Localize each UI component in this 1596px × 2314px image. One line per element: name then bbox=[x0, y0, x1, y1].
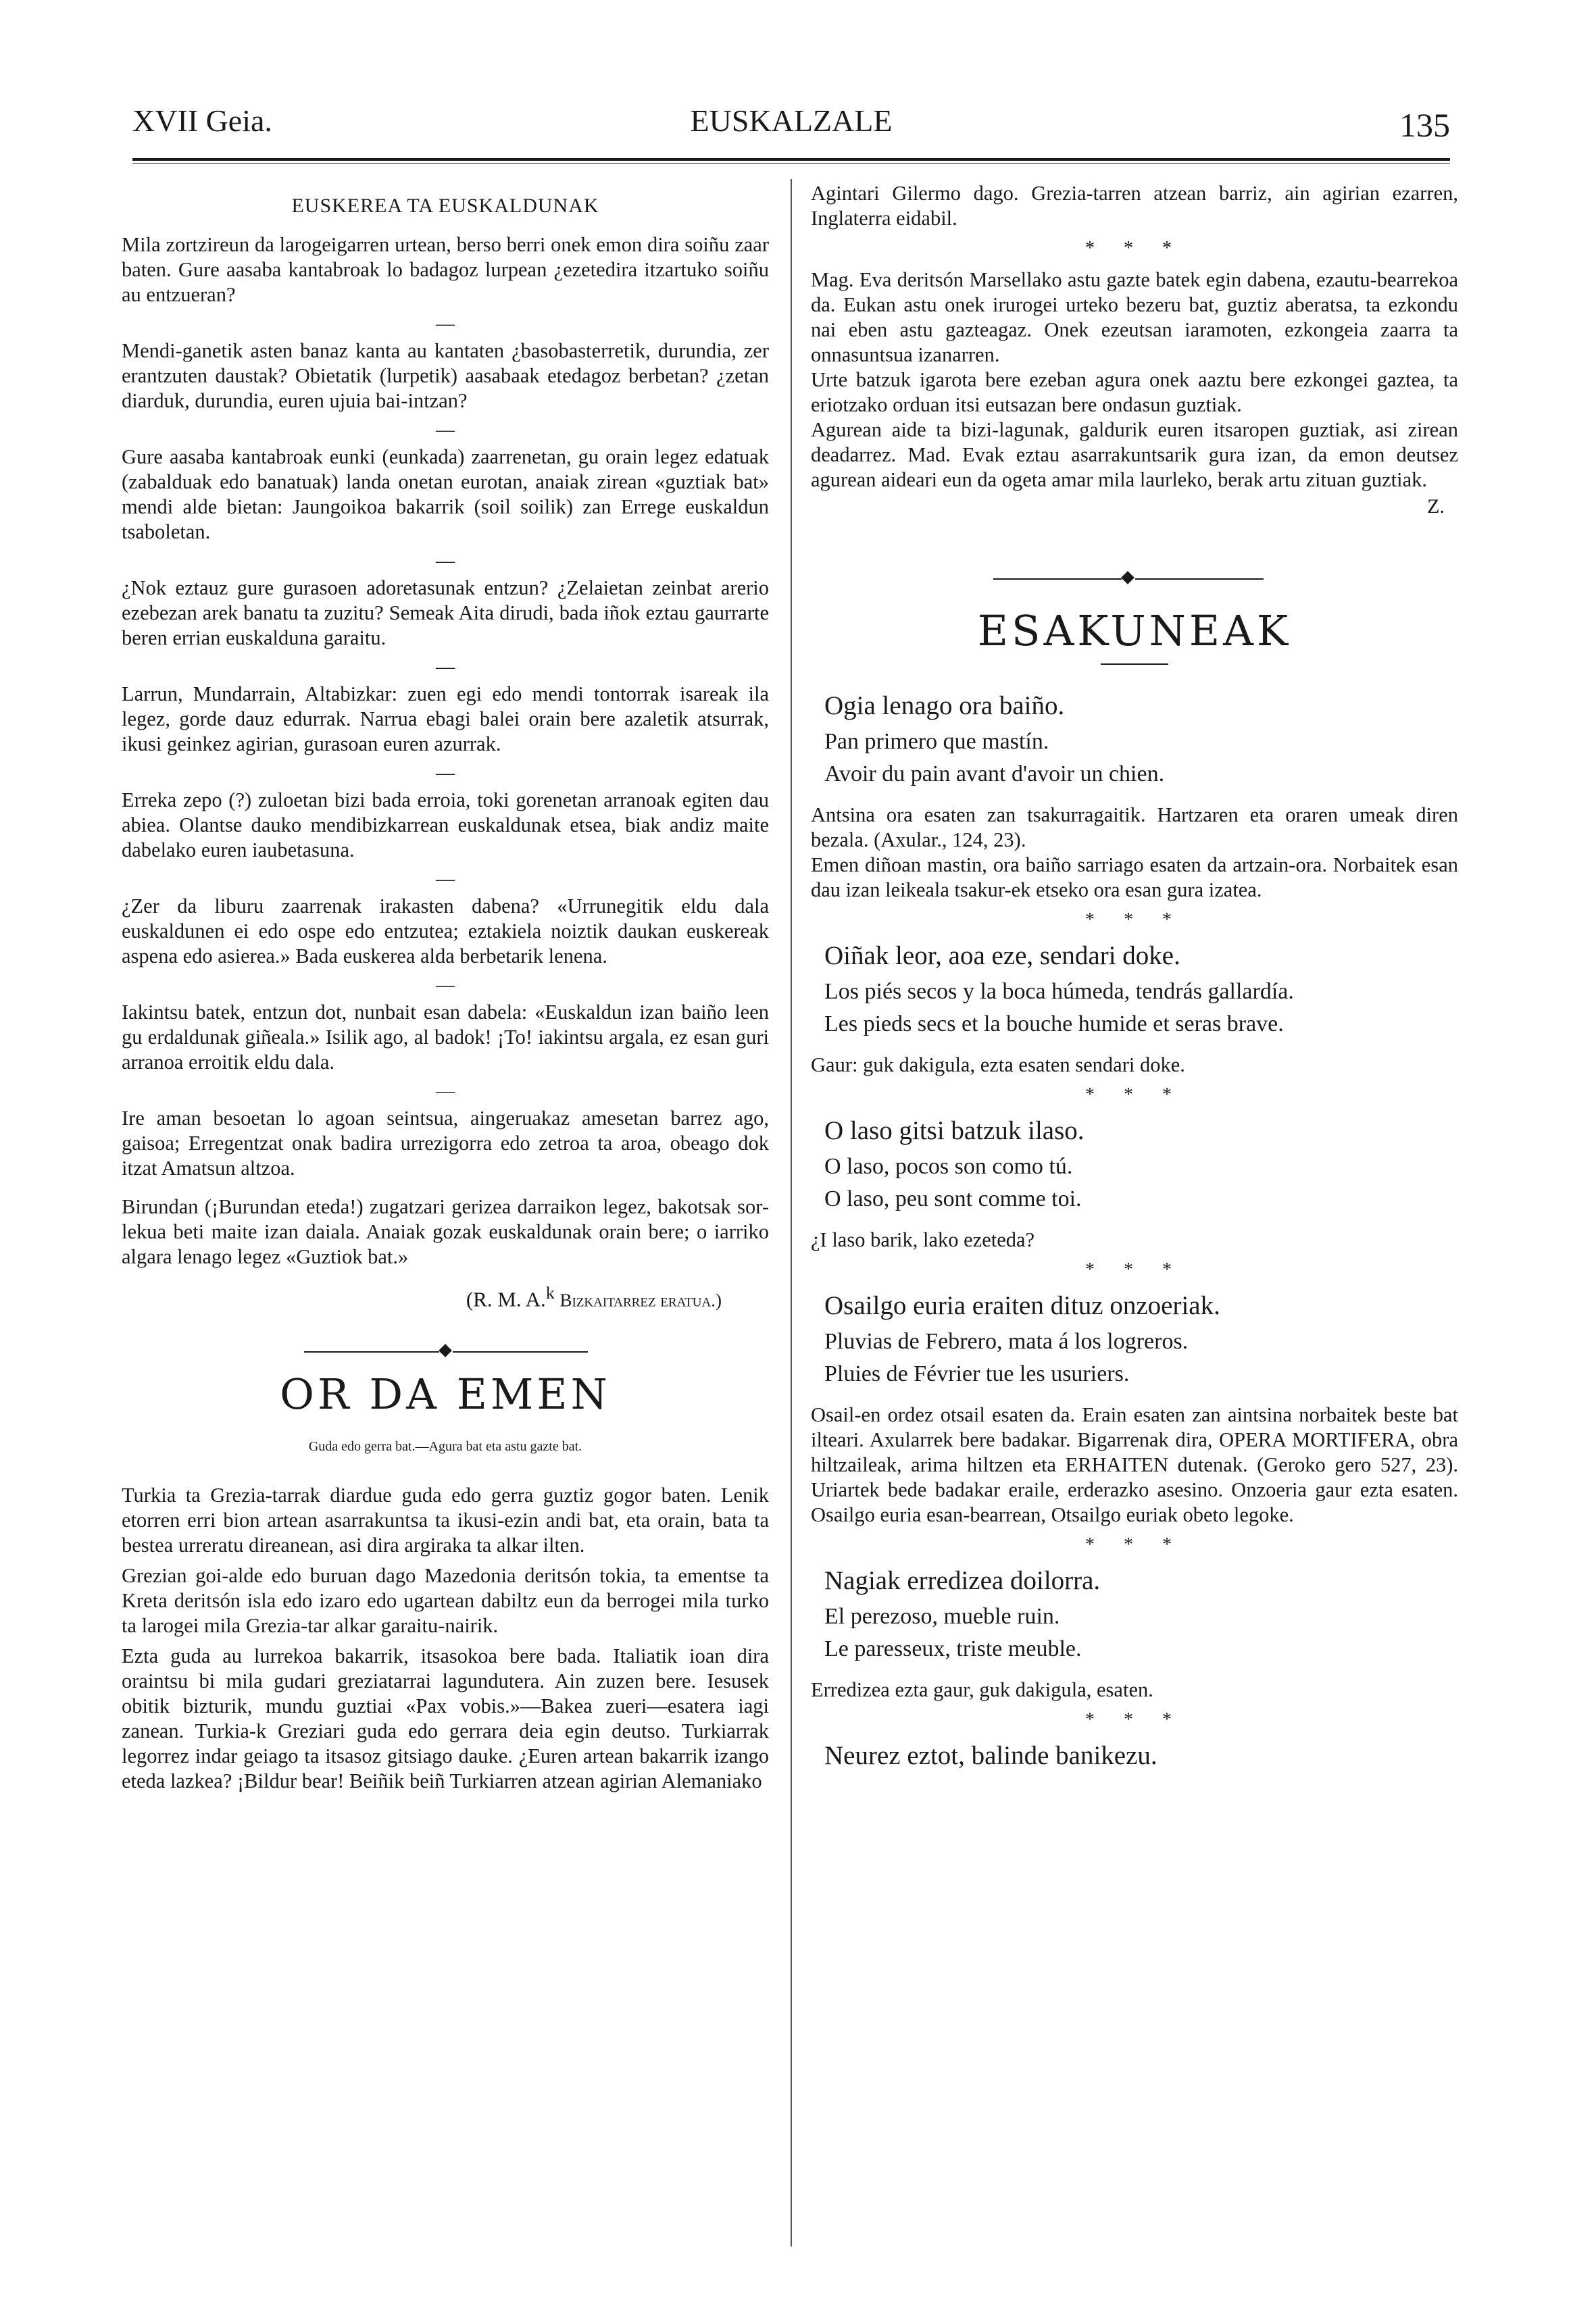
french-translation: Le paresseux, triste meuble. bbox=[824, 1636, 1082, 1661]
paragraph: Gure aasaba kantabroak eunki (eunkada) zaarrenetan, gu orain legez edatuak (zabalduak edo banatuak) landa onetan eurotan, anaiak zirean «guztiak bat» mendi alde bietan: Jaungoikoa bakarrik (soil soilik) zan Errege euskaldun tsaboletan. bbox=[122, 445, 769, 543]
french-translation: Avoir du pain avant d'avoir un chien. bbox=[824, 761, 1165, 786]
column-divider bbox=[791, 179, 792, 2246]
issue-label: XVII Geia. bbox=[132, 103, 272, 138]
proverb-note: Osail-en ordez otsail esaten da. Erain esaten zan aintsina norbaitek beste bat ilteari. Axularrek bere badakar. Bigarrenak dira, OPERA MORTIFERA, obra hiltzaileak, arima hiltzen eta ERHAITEN dutenak. (Geroko gero 527, 23). Uriartek bede badakar eraile, erderazko asesino. Onzoeria gaur ezta esaten. Osailgo euria esan-bearrean, Otsailgo euriak obeto legoke. bbox=[811, 1403, 1458, 1526]
article-subtitle: Guda edo gerra bat.—Agura bat eta astu gazte bat. bbox=[308, 1439, 582, 1455]
separator-dash: — bbox=[436, 869, 455, 890]
paragraph: Mila zortzireun da larogeigarren urtean, berso berri onek emon dira soiñu zaar baten. Gure aasaba kantabroak lo badagoz lurpean ¿ezetedira itzartuko soiñu au entzueran? bbox=[122, 233, 769, 306]
paragraph: Larrun, Mundarrain, Altabizkar: zuen egi edo mendi tontorrak isareak ila legez, gorde dauz edurrak. Narrua ebagi balei orain bere azaletik atsurrak, ikusi geinkez agirian, gurasoan euren azurrak. bbox=[122, 682, 769, 755]
article-title: OR DA EMEN bbox=[280, 1369, 611, 1419]
paragraph: Urte batzuk igarota bere ezeban agura onek aaztu bere ezkongei gaztea, ta eriotzako orduan itsi eutsazan bere ondasun guztiak. bbox=[811, 368, 1458, 416]
ornament-divider bbox=[811, 565, 1458, 593]
ornament-line bbox=[304, 1351, 439, 1353]
proverb: O laso gitsi batzuk ilaso. bbox=[824, 1116, 1084, 1145]
paragraph: Turkia ta Grezia-tarrak diardue guda edo gerra guztiz gogor baten. Lenik etorren erri bion artean asarrakuntsa ta ikusi-ezin andi bat, eta orain, bata ta bestea urreratu direanean, asi dira argiraka ta alkar ilten. bbox=[122, 1484, 769, 1557]
paragraph: Agintari Gilermo dago. Grezia-tarren atzean barriz, ain agirian ezarren, Inglaterra eidabil. bbox=[811, 182, 1458, 230]
spanish-translation: O laso, pocos son como tú. bbox=[824, 1154, 1073, 1179]
proverb: Neurez eztot, balinde banikezu. bbox=[824, 1741, 1157, 1770]
paragraph: Erreka zepo (?) zuloetan bizi bada erroia, toki gorenetan arranoak egiten dau abiea. Olantse dauko mendibizkarrean euskaldunak etsea, biak andiz maite dabelako euren iaubetasuna. bbox=[122, 788, 769, 861]
signature-name: Bizkaitarrez eratua.) bbox=[559, 1290, 722, 1311]
spanish-translation: Pluvias de Febrero, mata á los logreros. bbox=[824, 1329, 1189, 1354]
separator-dash: — bbox=[436, 551, 455, 572]
proverb-note: Gaur: guk dakigula, ezta esaten sendari doke. bbox=[811, 1053, 1185, 1076]
stars-separator: * * * bbox=[1085, 1709, 1184, 1730]
paragraph: Mendi-ganetik asten banaz kanta au kantaten ¿basobasterretik, durundia, zer erantzuten daustak? Obietatik (lurpetik) aasabaak etedagoz berbetan? ¿zetan diarduk, durundia, euren ujuia bai-intzan? bbox=[122, 339, 769, 412]
paragraph: Mag. Eva deritsón Marsellako astu gazte batek egin dabena, ezautu-bearrekoa da. Eukan astu onek irurogei urteko bezeru bat, guztiz aberatsa, ta ezkondu nai eben astu gazteagaz. Onek ezeutsan iaramoten, ezkongeia zaarra ta onnasuntsua izanarren. bbox=[811, 268, 1458, 366]
ornament-divider bbox=[122, 1338, 769, 1365]
proverb-note: Antsina ora esaten zan tsakurragaitik. Hartzaren eta oraren umeak diren bezala. (Axular., 124, 23). bbox=[811, 803, 1458, 851]
title-rule bbox=[1101, 663, 1168, 665]
stars-separator: * * * bbox=[1085, 238, 1184, 259]
right-column bbox=[811, 181, 1458, 1776]
spanish-translation: Pan primero que mastín. bbox=[824, 729, 1049, 754]
proverb-note: Emen diñoan mastin, ora baiño sarriago esaten da artzain-ora. Norbaitek esan dau izan leikeala tsakur-ek etseko ora esan gura izatea. bbox=[811, 853, 1458, 901]
paragraph: Ire aman besoetan lo agoan seintsua, aingeruakaz amesetan barrez ago, gaisoa; Erregentzat onak badira urrezigorra edo zetroa ta aroa, obeago dok itzat Amatsun altzoa. bbox=[122, 1107, 769, 1180]
paragraph: Grezian goi-alde edo buruan dago Mazedonia deritsón tokia, ta ementse ta Kreta deritsón isla edo izaro edo ugartean dabiltz eun da berrogei mila turko ta larogei mila Grezia-tar alkar garaitu-nairik. bbox=[122, 1564, 769, 1638]
proverb: Ogia lenago ora baiño. bbox=[824, 691, 1065, 720]
paragraph: Birundan (¡Burundan eteda!) zugatzari gerizea darraikon legez, bakotsak sor-lekua beti maite izan daiala. Anaiak gozak euskaldunak orain bere; o iarriko algara lenago legez «Guztiok bat.» bbox=[122, 1195, 769, 1268]
proverb: Nagiak erredizea doilorra. bbox=[824, 1566, 1101, 1595]
paragraph: ¿Nok eztauz gure gurasoen adoretasunak entzun? ¿Zelaietan zeinbat arerio ezebezan arek banatu ta zuzitu? Semeak Aita dirudi, bada iñok eztau gaurrarte beren errian euskalduna garaitu. bbox=[122, 576, 769, 649]
paragraph: Ezta guda au lurrekoa bakarrik, itsasokoa bere bada. Italiatik ioan dira oraintsu bi mila gudari greziatarrai lagundutera. Ain zuzen bere. Iesusek obitik bizturik, mundu guztiai «Pax vobis.»—Bakea zueri—esatera iagi zanean. Turkia-k Greziari guda edo gerrara deia egin deutso. Turkiarrak legorrez indar geiago ta itsasoz gitsiago daukе. ¿Euren artean bakarrik izango eteda lazkea? ¡Bildur bear! Beiñik beiñ Turkiarren atzean agirian Alemaniako bbox=[122, 1644, 769, 1793]
signature-prefix: (R. M. A. bbox=[466, 1287, 546, 1311]
spanish-translation: Los piés secos y la boca húmeda, tendrás gallardía. bbox=[824, 979, 1294, 1004]
proverb-note: ¿I laso barik, lako ezeteda? bbox=[811, 1228, 1035, 1251]
ornament-line bbox=[993, 578, 1122, 580]
proverb: Osailgo euria eraiten dituz onzoeriak. bbox=[824, 1291, 1220, 1320]
page-number: 135 bbox=[1399, 106, 1450, 144]
paragraph: Iakintsu batek, entzun dot, nunbait esan dabela: «Euskaldun izan baiño leen gu erdaldunak giñeala.» Isilik ago, al badok! ¡To! iakintsu argala, ez esan guri arranoa erroitik eldu dala. bbox=[122, 1001, 769, 1074]
french-translation: O laso, peu sont comme toi. bbox=[824, 1186, 1082, 1211]
signature: Z. bbox=[1427, 495, 1445, 518]
separator-dash: — bbox=[436, 975, 455, 996]
left-column bbox=[122, 181, 769, 1807]
header-rule-thin bbox=[132, 163, 1450, 164]
spanish-translation: El perezoso, mueble ruin. bbox=[824, 1604, 1060, 1629]
page-header bbox=[132, 103, 1450, 157]
proverb-note: Erredizea ezta gaur, guk dakigula, esaten. bbox=[811, 1678, 1153, 1701]
proverb: Oiñak leor, aoa eze, sendari doke. bbox=[824, 941, 1180, 970]
header-rule bbox=[132, 158, 1450, 161]
journal-title: EUSKALZALE bbox=[690, 103, 893, 138]
stars-separator: * * * bbox=[1085, 1259, 1184, 1280]
paragraph: Agurean aide ta bizi-lagunak, galdurik euren itsaropen guztiak, asi zirean deadarrez. Mad. Evak eztau asarrakuntsarik gura izan, da emon deutsez agurean aideari eun da ogeta amar mila laurleko, berak artu zituan guztiak. bbox=[811, 418, 1458, 491]
separator-dash: — bbox=[436, 1081, 455, 1102]
signature-sup: k bbox=[545, 1283, 555, 1303]
stars-separator: * * * bbox=[1085, 1084, 1184, 1105]
separator-dash: — bbox=[436, 420, 455, 441]
section-title: EUSKEREA TA EUSKALDUNAK bbox=[291, 195, 599, 217]
stars-separator: * * * bbox=[1085, 1534, 1184, 1555]
ornament-diamond bbox=[439, 1344, 452, 1357]
separator-dash: — bbox=[436, 313, 455, 334]
ornament-line bbox=[453, 1351, 588, 1353]
ornament-line bbox=[1135, 578, 1264, 580]
signature bbox=[122, 1283, 722, 1311]
french-translation: Pluies de Février tue les usuriers. bbox=[824, 1361, 1130, 1386]
stars-separator: * * * bbox=[1085, 909, 1184, 930]
paragraph: ¿Zer da liburu zaarrenak irakasten dabena? «Urrunegitik eldu dala euskaldunen ei edo ospe edo entzutea; eztakiela noiztik daukan euskereak aspena edo asierea.» Bada euskerea alda berbetarik lenena. bbox=[122, 895, 769, 967]
french-translation: Les pieds secs et la bouche humide et seras brave. bbox=[824, 1011, 1284, 1036]
section-title: ESAKUNEAK bbox=[977, 606, 1292, 655]
separator-dash: — bbox=[436, 657, 455, 678]
ornament-diamond bbox=[1121, 571, 1134, 584]
separator-dash: — bbox=[436, 763, 455, 784]
